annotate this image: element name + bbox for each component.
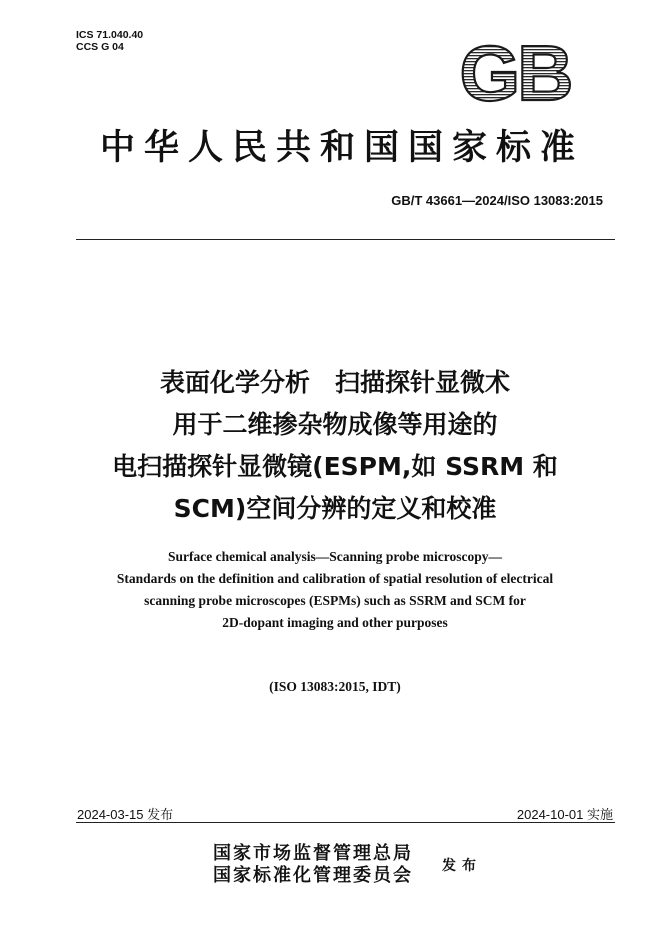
english-title-line: 2D-dopant imaging and other purposes	[222, 615, 448, 630]
ics-code: ICS 71.040.40	[76, 29, 144, 41]
english-title-line: Standards on the definition and calibration of spatial resolution of electrical	[116, 571, 554, 586]
classification-codes	[76, 29, 143, 53]
english-title-line: Surface chemical analysis—Scanning probe microscopy—	[167, 549, 502, 564]
issuer-name: 国家标准化管理委员会	[213, 865, 413, 886]
chinese-title-line: 电扫描探针显微镜(ESPM,如 SSRM 和	[112, 452, 558, 481]
bottom-divider	[76, 822, 615, 823]
english-title-line: scanning probe microscopes (ESPMs) such as SSRM and SCM for	[144, 593, 526, 608]
ccs-code: CCS G 04	[76, 41, 124, 53]
issuer-name: 国家市场监督管理总局	[213, 843, 413, 864]
chinese-title-line: 用于二维掺杂物成像等用途的	[172, 410, 498, 439]
country-standard-title: 中华人民共和国国家标准	[99, 127, 584, 168]
standard-number: GB/T 43661—2024/ISO 13083:2015	[391, 193, 603, 208]
top-divider	[76, 239, 615, 240]
issuing-authorities	[213, 843, 413, 887]
english-title	[40, 546, 630, 634]
issue-date: 2024-03-15 发布	[77, 807, 174, 822]
chinese-title	[40, 362, 630, 530]
publish-label: 发布	[442, 858, 482, 874]
gb-logo-text: GB	[459, 40, 571, 106]
gb-logo	[452, 40, 578, 106]
implementation-date: 2024-10-01 实施	[516, 807, 613, 822]
chinese-title-line: SCM)空间分辨的定义和校准	[173, 494, 497, 523]
chinese-title-line: 表面化学分析 扫描探针显微术	[159, 368, 510, 397]
iso-equivalence: (ISO 13083:2015, IDT)	[269, 679, 401, 694]
